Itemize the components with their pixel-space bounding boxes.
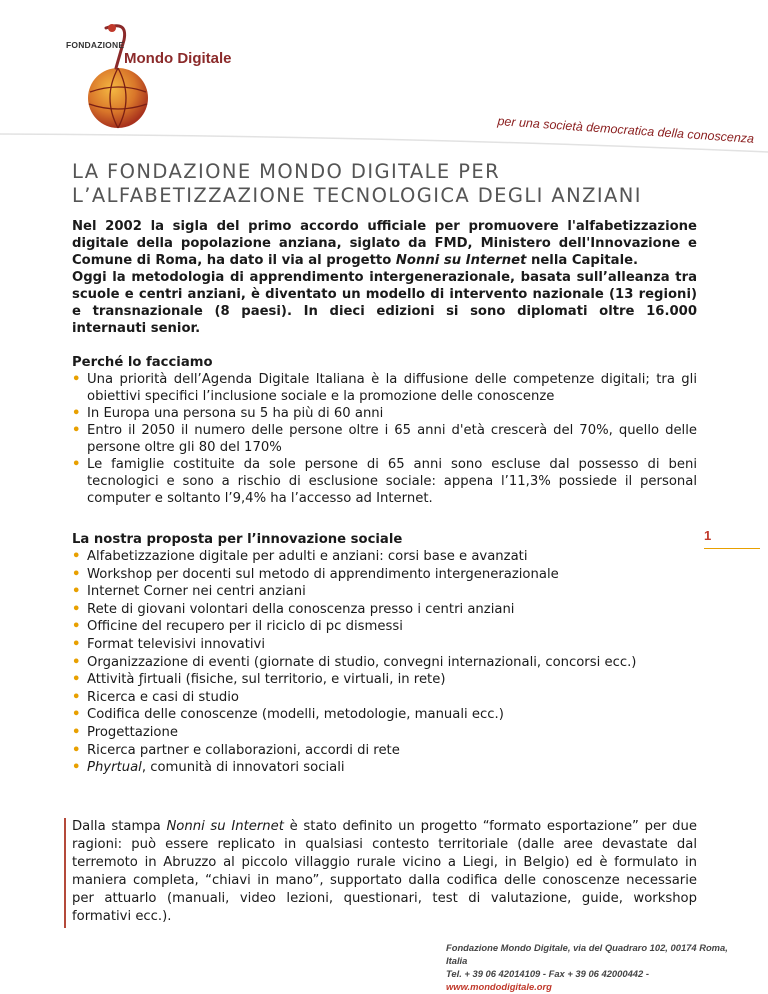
list-item — [72, 456, 697, 507]
list-item — [72, 689, 697, 707]
proposal-heading: La nostra proposta per l’innovazione sociale — [72, 532, 403, 547]
footer-address: Fondazione Mondo Digitale, via del Quadraro 102, 00174 Roma, Italia — [446, 942, 728, 966]
logo-name-text: Mondo Digitale — [124, 50, 232, 67]
list-item — [72, 601, 697, 619]
intro-text-2: nella Capitale. — [526, 253, 639, 268]
list-item-text: Ricerca e casi di studio — [87, 689, 239, 705]
list-item — [72, 706, 697, 724]
list-item — [72, 548, 697, 566]
list-item-text: Progettazione — [87, 724, 178, 740]
list-item-text: Format televisivi innovativi — [87, 636, 266, 652]
closing-text-1: Dalla stampa — [72, 819, 167, 834]
proposal-list — [72, 548, 697, 777]
closing-text-2: è stato definito un progetto “formato esportazione” per due ragioni: può essere replicato in qualsiasi contesto territoriale (dalle aree devastate dal terremoto in Abruzzo al piccolo villaggio rurale vicino a Liegi, in Belgio) ed è formulato in maniera completa, “chiavi in mano”, supportato dalla codifica delle conoscenze necessarie per attuarlo (manuali, video lezioni, questionari, test di valutazione, guide, workshop formativi ecc.). — [72, 819, 697, 924]
list-item-text: Ricerca partner e collaborazioni, accordi di rete — [87, 742, 400, 758]
list-item-text: In Europa una persona su 5 ha più di 60 anni — [87, 406, 384, 421]
intro-project-name: Nonni su Internet — [395, 253, 527, 268]
bullet-icon: • — [72, 654, 81, 670]
list-item-italic: Phyrtual — [87, 760, 142, 776]
why-section — [72, 354, 697, 507]
closing-project-name: Nonni su Internet — [166, 819, 284, 834]
list-item-text: Attività ƒirtuali (fisiche, sul territorio, e virtuali, in rete) — [87, 672, 446, 688]
list-item — [72, 724, 697, 742]
list-item — [72, 654, 697, 672]
proposal-section — [72, 531, 697, 777]
footer-contacts — [446, 967, 746, 993]
list-item — [72, 405, 697, 422]
bullet-icon: • — [72, 457, 81, 472]
bullet-icon: • — [72, 636, 81, 652]
logo-fondazione-text: FONDAZIONE — [66, 40, 125, 50]
footer-phone-fax: Tel. + 39 06 42014109 - Fax + 39 06 42000442 - — [446, 968, 649, 979]
list-item-text: Entro il 2050 il numero delle persone oltre i 65 anni d'età crescerà del 70%, quello delle persone oltre gli 80 del 170% — [87, 423, 697, 455]
list-item — [72, 422, 697, 456]
logo — [66, 20, 236, 130]
bullet-icon: • — [72, 689, 81, 705]
why-heading: Perché lo facciamo — [72, 355, 213, 370]
list-item — [72, 566, 697, 584]
footer-website-link[interactable]: www.mondodigitale.org — [446, 981, 552, 992]
footer — [446, 941, 746, 993]
title-line-2: L’ALFABETIZZAZIONE TECNOLOGICA DEGLI ANZIANI — [72, 184, 642, 207]
why-list — [72, 371, 697, 507]
list-item-text: Rete di giovani volontari della conoscenza presso i centri anziani — [87, 601, 515, 617]
globe-logo-icon — [76, 20, 156, 130]
tagline: per una società democratica della conoscenza — [497, 114, 755, 146]
list-item-text: Le famiglie costituite da sole persone di 65 anni sono escluse dal possesso di beni tecnologici e sono a rischio di esclusione sociale: appena l’11,3% possiede il personal computer e soltanto l’9,4% ha l’accesso ad Internet. — [87, 457, 697, 506]
list-item — [72, 671, 697, 689]
intro-paragraph — [72, 218, 697, 337]
bullet-icon: • — [72, 760, 81, 776]
list-item-text: Alfabetizzazione digitale per adulti e anziani: corsi base e avanzati — [87, 549, 528, 564]
bullet-icon: • — [72, 549, 81, 564]
bullet-icon: • — [72, 423, 81, 438]
bullet-icon: • — [72, 672, 81, 688]
intro-text-3: Oggi la metodologia di apprendimento intergenerazionale, basata sull’alleanza tra scuole e centri anziani, è diventato un modello di intervento nazionale (13 regioni) e transnazionale (8 paesi). In dieci edizioni si sono diplomati oltre 16.000 internauti senior. — [72, 270, 697, 336]
page-number: 1 — [704, 528, 712, 543]
list-item — [72, 371, 697, 405]
list-item-text: Officine del recupero per il riciclo di pc dismessi — [87, 619, 403, 635]
page-title — [72, 160, 712, 208]
list-item-text: Organizzazione di eventi (giornate di studio, convegni internazionali, concorsi ecc.) — [87, 654, 637, 670]
bullet-icon: • — [72, 707, 81, 723]
list-item-text: , comunità di innovatori sociali — [141, 760, 345, 776]
bullet-icon: • — [72, 584, 81, 600]
list-item — [72, 583, 697, 601]
list-item-text: Codifica delle conoscenze (modelli, metodologie, manuali ecc.) — [87, 707, 504, 723]
bullet-icon: • — [72, 619, 81, 635]
intro-text-1: Nel 2002 la sigla del primo accordo ufficiale per promuovere l'alfabetizzazione digitale della popolazione anziana, siglato da FMD, Ministero dell'Innovazione e Comune di Roma, ha dato il via al progetto — [72, 219, 697, 268]
bullet-icon: • — [72, 372, 81, 387]
list-item — [72, 742, 697, 760]
closing-bar — [64, 818, 66, 928]
page-number-rule — [704, 548, 760, 549]
bullet-icon: • — [72, 601, 81, 617]
closing-paragraph — [72, 818, 697, 926]
bullet-icon: • — [72, 406, 81, 421]
list-item-text: Workshop per docenti sul metodo di apprendimento intergenerazionale — [87, 566, 559, 582]
list-item-text: Una priorità dell’Agenda Digitale Italiana è la diffusione delle competenze digitali; tra gli obiettivi specifici l’inclusione sociale e la promozione delle conoscenze — [87, 372, 697, 404]
list-item-text: Internet Corner nei centri anziani — [87, 584, 306, 600]
list-item — [72, 759, 697, 777]
bullet-icon: • — [72, 742, 81, 758]
title-line-1: LA FONDAZIONE MONDO DIGITALE PER — [72, 160, 501, 183]
list-item — [72, 618, 697, 636]
list-item — [72, 636, 697, 654]
bullet-icon: • — [72, 566, 81, 582]
bullet-icon: • — [72, 724, 81, 740]
